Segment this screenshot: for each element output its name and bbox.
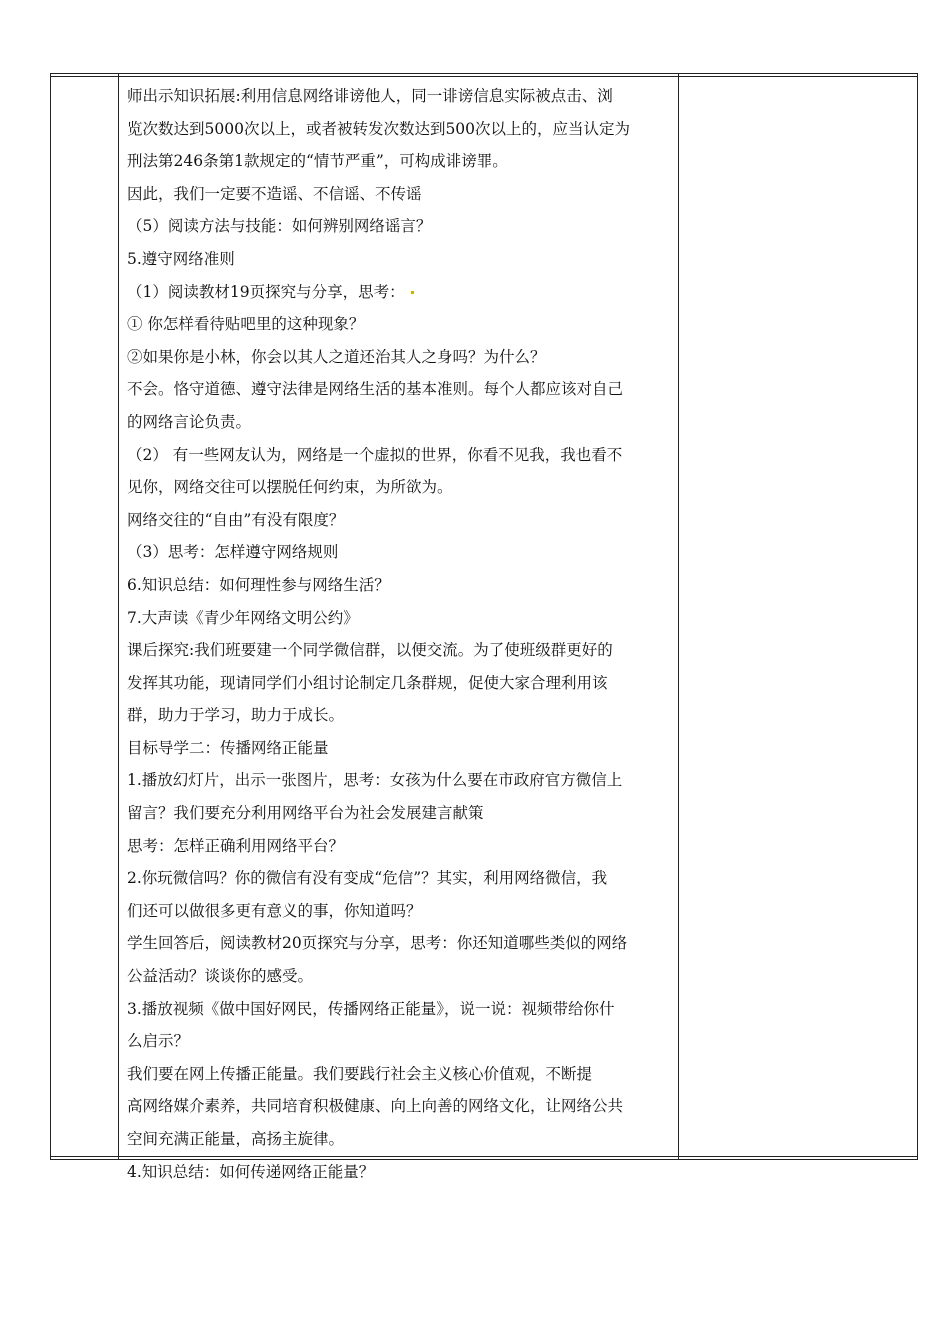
text-line: 不会。恪守道德、遵守法律是网络生活的基本准则。每个人都应该对自己 <box>127 380 624 399</box>
text-line: 群，助力于学习，助力于成长。 <box>127 706 345 725</box>
section-heading: 目标导学二：传播网络正能量 <box>127 738 329 757</box>
text-line: 空间充满正能量，高扬主旋律。 <box>127 1130 345 1148</box>
text-line: 网络交往的“自由”有没有限度？ <box>127 510 345 529</box>
text-span: （1）阅读教材19页探究与分享，思考： <box>127 282 405 301</box>
text-line: ① 你怎样看待贴吧里的这种现象？ <box>127 315 365 334</box>
text-line: 1.播放幻灯片，出示一张图片，思考：女孩为什么要在市政府官方微信上 <box>127 771 623 790</box>
text-line: 师出示知识拓展:利用信息网络诽谤他人，同一诽谤信息实际被点击、浏 <box>127 87 613 105</box>
text-line: 思考：怎样正确利用网络平台？ <box>127 836 345 855</box>
marker-dot <box>411 291 414 294</box>
text-line: 见你，网络交往可以摆脱任何约束，为所欲为。 <box>127 478 453 497</box>
text-line: 高网络媒介素养，共同培育积极健康、向上向善的网络文化，让网络公共 <box>127 1097 624 1116</box>
section-heading: 5.遵守网络准则 <box>127 249 235 268</box>
text-line: 刑法第246条第1款规定的“情节严重”，可构成诽谤罪。 <box>127 152 508 171</box>
text-line: （2） 有一些网友认为，网络是一个虚拟的世界，你看不见我，我也看不 <box>127 445 623 464</box>
text-line: 的网络言论负责。 <box>127 412 252 431</box>
lesson-content <box>127 80 672 1188</box>
text-line: 学生回答后，阅读教材20页探究与分享，思考：你还知道哪些类似的网络 <box>127 934 628 953</box>
text-line: 2.你玩微信吗？你的微信有没有变成“危信”？其实，利用网络微信，我 <box>127 869 608 888</box>
text-line: （5）阅读方法与技能：如何辨别网络谣言？ <box>127 217 432 236</box>
text-line: 发挥其功能，现请同学们小组讨论制定几条群规，促使大家合理利用该 <box>127 673 608 692</box>
section-heading: 4.知识总结：如何传递网络正能量？ <box>127 1162 375 1181</box>
text-line: 课后探究:我们班要建一个同学微信群，以便交流。为了使班级群更好的 <box>127 641 613 660</box>
text-line: 3.播放视频《做中国好网民，传播网络正能量》，说一说：视频带给你什 <box>127 999 615 1018</box>
column-divider-right <box>678 74 679 1159</box>
text-line: （3）思考：怎样遵守网络规则 <box>127 543 339 562</box>
text-line: 留言？我们要充分利用网络平台为社会发展建言献策 <box>127 804 484 823</box>
text-line: ②如果你是小林，你会以其人之道还治其人之身吗？为什么？ <box>127 347 546 366</box>
text-line: 公益活动？谈谈你的感受。 <box>127 967 314 986</box>
section-heading: 7.大声读《青少年网络文明公约》 <box>127 608 359 627</box>
text-line: 们还可以做很多更有意义的事，你知道吗？ <box>127 901 422 920</box>
text-line: 因此，我们一定要不造谣、不信谣、不传谣 <box>127 184 422 203</box>
table-top-rule <box>51 76 917 77</box>
text-line: 览次数达到5000次以上，或者被转发次数达到500次以上的，应当认定为 <box>127 119 631 138</box>
section-heading: 6.知识总结：如何理性参与网络生活？ <box>127 575 390 594</box>
column-divider-left <box>118 74 119 1159</box>
text-line <box>127 276 672 309</box>
text-line: 我们要在网上传播正能量。我们要践行社会主义核心价值观，不断提 <box>127 1064 593 1083</box>
text-line: 么启示？ <box>127 1032 190 1051</box>
